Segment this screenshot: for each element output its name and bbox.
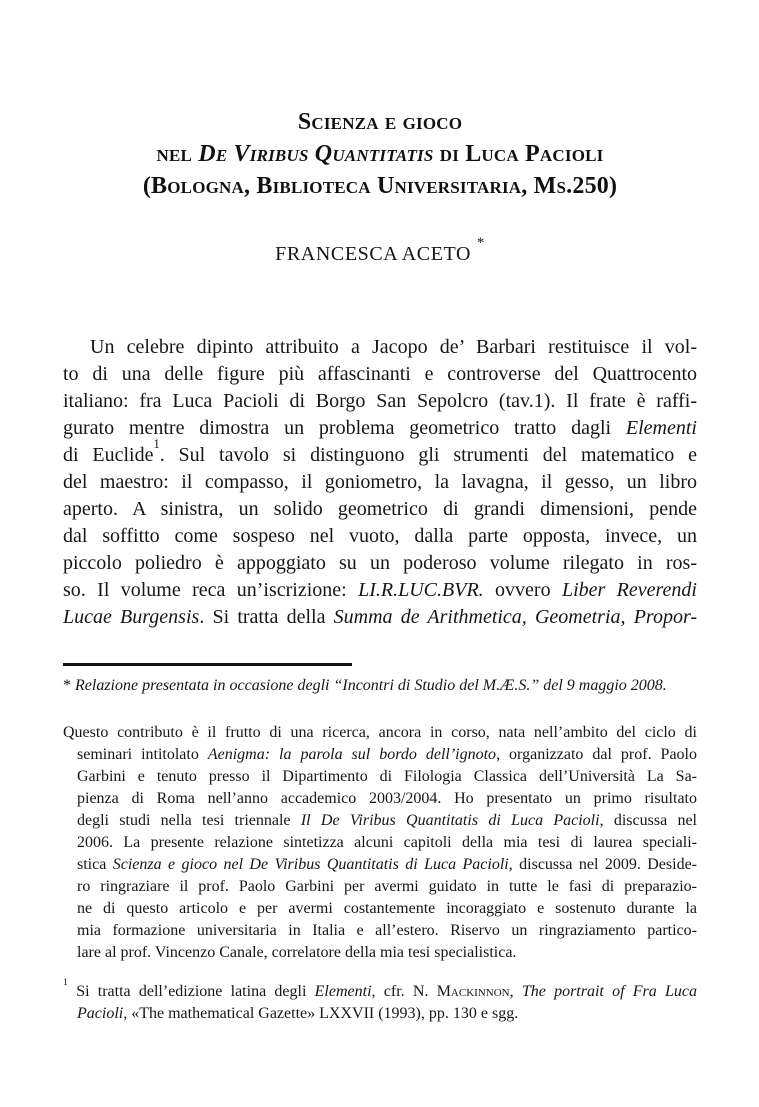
text-line (63, 832, 697, 854)
text-segment: to di una delle figure più affascinanti e controverse del Quattrocento (63, 363, 697, 385)
text-line (63, 810, 697, 832)
text-segment: The portrait of Fra Luca (521, 983, 698, 1000)
text-line (63, 388, 697, 415)
text-line (63, 604, 697, 631)
text-line (63, 920, 697, 942)
text-segment: 2006. La presente relazione sintetizza alcuni capitoli della mia tesi di laurea speciali- (77, 834, 697, 851)
text-segment: , «The mathematical Gazette» LXXVII (1993), pp. 130 e sgg. (123, 1005, 519, 1022)
acknowledgment-footnote (63, 722, 697, 964)
text-line (63, 898, 697, 920)
text-segment: . Si tratta della (199, 606, 334, 628)
text-segment: De Viribus Quantitatis (198, 141, 434, 167)
text-line (63, 523, 697, 550)
text-segment: gurato mentre dimostra un problema geometrico tratto dagli (63, 417, 626, 439)
text-line (63, 170, 697, 202)
text-segment: , discussa nel (599, 812, 698, 829)
text-segment: Elementi (314, 983, 372, 1000)
footnote-separator-rule (63, 663, 352, 666)
text-segment: ne di questo articolo e per avermi costantemente incoraggiato e sostenuto durante la (77, 900, 697, 917)
text-line (63, 854, 697, 876)
text-line (63, 977, 698, 1003)
text-segment: del maestro: il compasso, il goniometro, la lavagna, il gesso, un libro (63, 471, 697, 493)
text-segment: Summa de Arithmetica, Geometria, Propor- (333, 606, 697, 628)
text-segment: Scienza e gioco (297, 109, 463, 135)
text-segment: dal soffitto come sospeso nel vuoto, dalla parte opposta, invece, un (63, 525, 697, 547)
text-line (63, 550, 697, 577)
text-line (63, 334, 697, 361)
text-segment: , (509, 983, 522, 1000)
text-segment: , cfr. N. (371, 983, 437, 1000)
author-name: FRANCESCA ACETO (275, 243, 472, 265)
text-segment: Questo contributo è il frutto di una ricerca, ancora in corso, nata nell’ambito del ciclo di (63, 724, 697, 741)
text-segment: italiano: fra Luca Pacioli di Borgo San Sepolcro (tav.1). Il frate è raffi- (63, 390, 697, 412)
text-segment: degli studi nella tesi triennale (77, 812, 301, 829)
text-segment: pienza di Roma nell’anno accademico 2003/2004. Ho presentato un primo risultato (77, 790, 697, 807)
text-segment: piccolo poliedro è appoggiato su un poderoso volume rilegato in ros- (63, 552, 697, 574)
text-segment: aperto. A sinistra, un solido geometrico di grandi dimensioni, pende (63, 498, 697, 520)
text-segment: stica (77, 856, 113, 873)
text-line (63, 361, 697, 388)
text-segment: Mackinnon (436, 983, 510, 1000)
text-segment: ro ringraziare il prof. Paolo Garbini per avermi guidato in tutte le fasi di preparazio- (77, 878, 697, 895)
text-segment: , discussa nel 2009. Deside- (508, 856, 697, 873)
text-segment: Relazione presentata in occasione degli “Incontri di Studio del M.Æ.S.” del 9 maggio 2008. (75, 677, 667, 694)
main-paragraph (63, 334, 697, 631)
text-line (63, 722, 697, 744)
text-segment: di Euclide (63, 444, 154, 466)
text-segment: Lucae Burgensis (63, 606, 200, 628)
author-footnote-mark: * (477, 235, 485, 252)
text-line (63, 675, 697, 697)
text-segment: . Sul tavolo si distinguono gli strumenti del matematico e (159, 444, 697, 466)
article-title (63, 106, 697, 202)
text-segment: Elementi (625, 417, 697, 439)
presentation-footnote (63, 675, 697, 697)
footnote-marker: 1 (63, 977, 68, 989)
text-segment: Garbini e tenuto presso il Dipartimento di Filologia Classica dell’Università La Sa- (77, 768, 697, 785)
text-line (63, 577, 697, 604)
text-line (63, 744, 697, 766)
footnote-1 (63, 977, 698, 1025)
text-line (63, 942, 697, 964)
text-segment: Aenigma: la parola sul bordo dell’ignoto (207, 746, 497, 763)
text-segment: lare al prof. Vincenzo Canale, correlatore della mia tesi specialistica. (77, 944, 517, 961)
text-line (63, 436, 697, 469)
text-segment: di Luca Pacioli (433, 141, 604, 167)
text-line (63, 469, 697, 496)
text-segment: ovvero (483, 579, 562, 601)
text-segment: Pacioli (77, 1005, 124, 1022)
text-segment: Scienza e gioco nel De Viribus Quantitatis di Luca Pacioli (112, 856, 509, 873)
text-segment: (Bologna, Biblioteca Universitaria, Ms.250) (142, 173, 618, 199)
text-segment: LI.R.LUC.BVR. (358, 579, 484, 601)
text-line (63, 766, 697, 788)
text-segment: Il De Viribus Quantitatis di Luca Pacioli (300, 812, 600, 829)
text-segment: , organizzato dal prof. Paolo (496, 746, 698, 763)
text-segment: mia formazione universitaria in Italia e all’estero. Riservo un ringraziamento partico- (77, 922, 697, 939)
text-segment: Si tratta dell’edizione latina degli (67, 983, 315, 1000)
text-segment: Un celebre dipinto attribuito a Jacopo de’ Barbari restituisce il vol- (90, 336, 697, 358)
text-segment: seminari intitolato (77, 746, 208, 763)
text-line (63, 788, 697, 810)
text-line (63, 138, 697, 170)
footnote-marker: 1 (153, 436, 160, 451)
text-segment: nel (156, 141, 199, 167)
text-line (63, 106, 697, 138)
text-segment: so. Il volume reca un’iscrizione: (63, 579, 359, 601)
author-line (63, 235, 697, 266)
text-segment: * (63, 677, 75, 694)
text-line (63, 496, 697, 523)
text-line (63, 876, 697, 898)
text-segment: Liber Reverendi (561, 579, 697, 601)
text-line (63, 1003, 697, 1025)
